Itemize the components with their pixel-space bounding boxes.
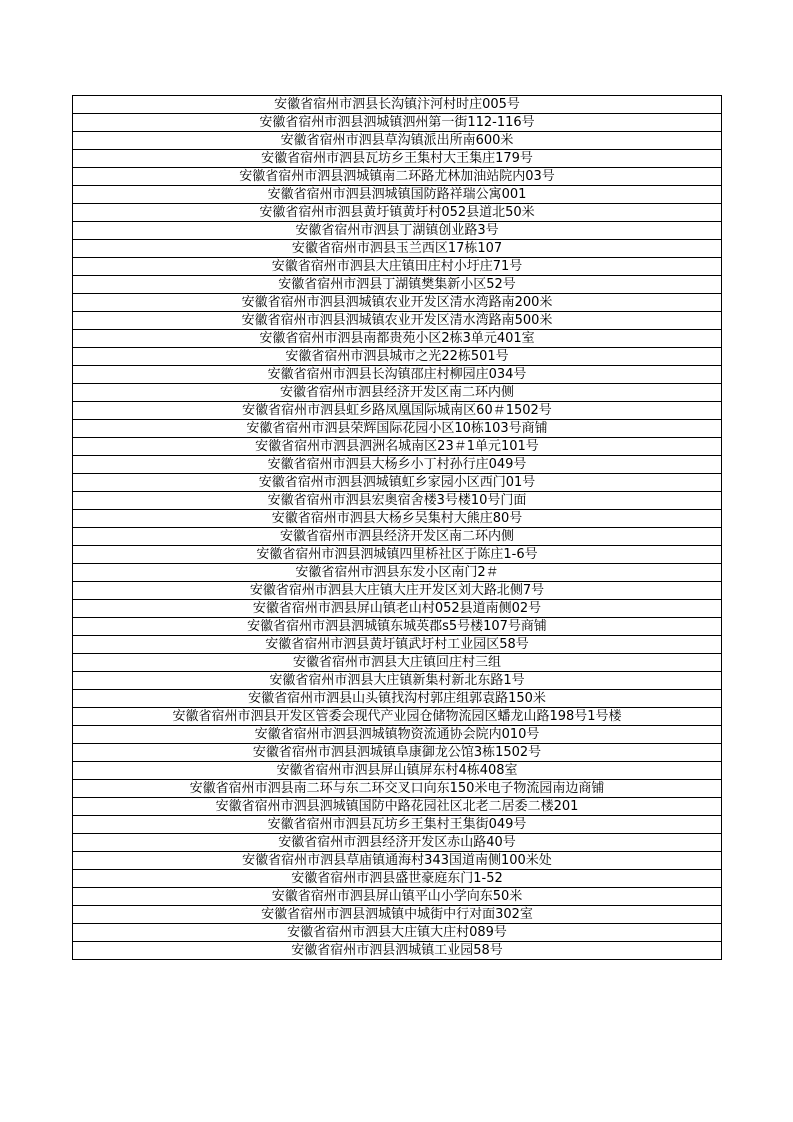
address-cell: 安徽省宿州市泗县屏山镇屏东村4栋408室 <box>73 762 722 780</box>
table-row <box>73 870 722 888</box>
address-cell: 安徽省宿州市泗县长沟镇邵庄村柳园庄034号 <box>73 366 722 384</box>
table-row <box>73 222 722 240</box>
table-row <box>73 942 722 960</box>
address-cell: 安徽省宿州市泗县泗城镇国防中路花园社区北老二居委二楼201 <box>73 798 722 816</box>
address-cell: 安徽省宿州市泗县泗城镇南二环路尤林加油站院内03号 <box>73 168 722 186</box>
table-row <box>73 276 722 294</box>
address-cell: 安徽省宿州市泗县黄圩镇武圩村工业园区58号 <box>73 636 722 654</box>
table-row <box>73 726 722 744</box>
table-row <box>73 780 722 798</box>
table-row <box>73 348 722 366</box>
address-cell: 安徽省宿州市泗县大庄镇回庄村三组 <box>73 654 722 672</box>
address-cell: 安徽省宿州市泗县泗城镇四里桥社区于陈庄1-6号 <box>73 546 722 564</box>
table-row <box>73 384 722 402</box>
table-row <box>73 582 722 600</box>
table-row <box>73 456 722 474</box>
table-row <box>73 528 722 546</box>
table-row <box>73 852 722 870</box>
table-row <box>73 474 722 492</box>
table-row <box>73 492 722 510</box>
address-cell: 安徽省宿州市泗县泗城镇农业开发区清水湾路南200米 <box>73 294 722 312</box>
address-cell: 安徽省宿州市泗县山头镇找沟村郭庄组郭袁路150米 <box>73 690 722 708</box>
address-cell: 安徽省宿州市泗县黄圩镇黄圩村052县道北50米 <box>73 204 722 222</box>
address-cell: 安徽省宿州市泗县经济开发区南二环内侧 <box>73 384 722 402</box>
address-cell: 安徽省宿州市泗县丁湖镇樊集新小区52号 <box>73 276 722 294</box>
table-row <box>73 618 722 636</box>
address-table-body <box>73 96 722 960</box>
table-row <box>73 654 722 672</box>
table-row <box>73 510 722 528</box>
table-row <box>73 132 722 150</box>
table-row <box>73 816 722 834</box>
address-cell: 安徽省宿州市泗县经济开发区南二环内侧 <box>73 528 722 546</box>
address-cell: 安徽省宿州市泗县荣辉国际花园小区10栋103号商铺 <box>73 420 722 438</box>
table-row <box>73 312 722 330</box>
address-cell: 安徽省宿州市泗县经济开发区赤山路40号 <box>73 834 722 852</box>
address-cell: 安徽省宿州市泗县瓦坊乡王集村王集街049号 <box>73 816 722 834</box>
address-cell: 安徽省宿州市泗县盛世豪庭东门1-52 <box>73 870 722 888</box>
table-row <box>73 798 722 816</box>
table-row <box>73 546 722 564</box>
table-row <box>73 204 722 222</box>
address-cell: 安徽省宿州市泗县泗城镇工业园58号 <box>73 942 722 960</box>
address-cell: 安徽省宿州市泗县泗洲名城南区23＃1单元101号 <box>73 438 722 456</box>
table-row <box>73 420 722 438</box>
address-cell: 安徽省宿州市泗县泗城镇东城英郡s5号楼107号商铺 <box>73 618 722 636</box>
table-row <box>73 834 722 852</box>
table-row <box>73 600 722 618</box>
table-row <box>73 438 722 456</box>
address-cell: 安徽省宿州市泗县屏山镇平山小学向东50米 <box>73 888 722 906</box>
table-row <box>73 906 722 924</box>
address-cell: 安徽省宿州市泗县泗城镇阜康御龙公馆3栋1502号 <box>73 744 722 762</box>
address-cell: 安徽省宿州市泗县大庄镇新集村新北东路1号 <box>73 672 722 690</box>
table-row <box>73 402 722 420</box>
table-row <box>73 294 722 312</box>
table-row <box>73 168 722 186</box>
address-cell: 安徽省宿州市泗县大杨乡吴集村大熊庄80号 <box>73 510 722 528</box>
table-row <box>73 258 722 276</box>
address-cell: 安徽省宿州市泗县泗城镇泗州第一街112-116号 <box>73 114 722 132</box>
address-cell: 安徽省宿州市泗县草庙镇通海村343国道南侧100米处 <box>73 852 722 870</box>
address-cell: 安徽省宿州市泗县东发小区南门2＃ <box>73 564 722 582</box>
address-cell: 安徽省宿州市泗县屏山镇老山村052县道南侧02号 <box>73 600 722 618</box>
table-row <box>73 186 722 204</box>
address-cell: 安徽省宿州市泗县宏奥宿舍楼3号楼10号门面 <box>73 492 722 510</box>
table-row <box>73 924 722 942</box>
table-row <box>73 888 722 906</box>
address-cell: 安徽省宿州市泗县南都贵苑小区2栋3单元401室 <box>73 330 722 348</box>
address-cell: 安徽省宿州市泗县虹乡路凤凰国际城南区60＃1502号 <box>73 402 722 420</box>
address-cell: 安徽省宿州市泗县泗城镇虹乡家园小区西门01号 <box>73 474 722 492</box>
table-row <box>73 708 722 726</box>
table-row <box>73 636 722 654</box>
table-row <box>73 672 722 690</box>
address-cell: 安徽省宿州市泗县丁湖镇创业路3号 <box>73 222 722 240</box>
address-cell: 安徽省宿州市泗县开发区管委会现代产业园仓储物流园区蟠龙山路198号1号楼 <box>73 708 722 726</box>
table-row <box>73 96 722 114</box>
address-cell: 安徽省宿州市泗县草沟镇派出所南600米 <box>73 132 722 150</box>
table-row <box>73 150 722 168</box>
address-cell: 安徽省宿州市泗县大庄镇田庄村小圩庄71号 <box>73 258 722 276</box>
address-cell: 安徽省宿州市泗县城市之光22栋501号 <box>73 348 722 366</box>
address-cell: 安徽省宿州市泗县南二环与东二环交叉口向东150米电子物流园南边商铺 <box>73 780 722 798</box>
table-row <box>73 762 722 780</box>
table-row <box>73 240 722 258</box>
address-cell: 安徽省宿州市泗县泗城镇国防路祥瑞公寓001 <box>73 186 722 204</box>
table-row <box>73 690 722 708</box>
address-cell: 安徽省宿州市泗县泗城镇农业开发区清水湾路南500米 <box>73 312 722 330</box>
table-row <box>73 564 722 582</box>
address-table <box>72 95 722 960</box>
address-cell: 安徽省宿州市泗县大庄镇大庄开发区刘大路北侧7号 <box>73 582 722 600</box>
table-row <box>73 366 722 384</box>
address-cell: 安徽省宿州市泗县大庄镇大庄村089号 <box>73 924 722 942</box>
address-sheet <box>72 95 722 960</box>
table-row <box>73 744 722 762</box>
address-cell: 安徽省宿州市泗县泗城镇物资流通协会院内010号 <box>73 726 722 744</box>
table-row <box>73 114 722 132</box>
address-cell: 安徽省宿州市泗县大杨乡小丁村孙行庄049号 <box>73 456 722 474</box>
address-cell: 安徽省宿州市泗县泗城镇中城街中行对面302室 <box>73 906 722 924</box>
address-cell: 安徽省宿州市泗县瓦坊乡王集村大王集庄179号 <box>73 150 722 168</box>
address-cell: 安徽省宿州市泗县玉兰西区17栋107 <box>73 240 722 258</box>
table-row <box>73 330 722 348</box>
address-cell: 安徽省宿州市泗县长沟镇汴河村时庄005号 <box>73 96 722 114</box>
